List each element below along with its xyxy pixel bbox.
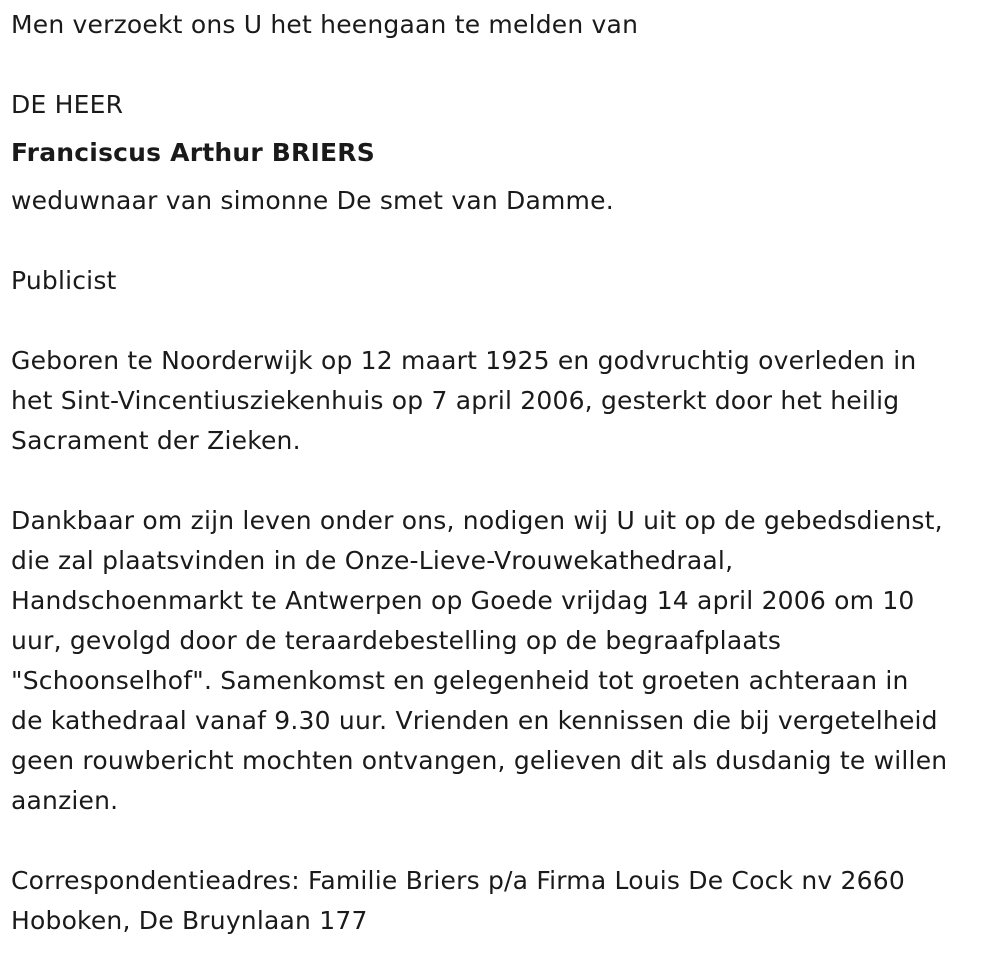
deceased-name: Franciscus Arthur BRIERS bbox=[11, 138, 375, 167]
honorific: DE HEER bbox=[11, 90, 124, 119]
profession: Publicist bbox=[11, 266, 117, 295]
paragraph-line: Dankbaar om zijn leven onder ons, nodigen wij U uit op de gebedsdienst, bbox=[11, 506, 943, 535]
address-line: Hoboken, De Bruynlaan 177 bbox=[11, 906, 368, 935]
paragraph-line: Sacrament der Zieken. bbox=[11, 426, 301, 455]
paragraph-line: uur, gevolgd door de teraardebestelling op de begraafplaats bbox=[11, 626, 782, 655]
paragraph-line: het Sint-Vincentiusziekenhuis op 7 april 2006, gesterkt door het heilig bbox=[11, 386, 900, 415]
address-line: Correspondentieadres: Familie Briers p/a Firma Louis De Cock nv 2660 bbox=[11, 866, 905, 895]
intro-text: Men verzoekt ons U het heengaan te melden van bbox=[11, 10, 639, 39]
relation-text: weduwnaar van simonne De smet van Damme. bbox=[11, 186, 614, 215]
paragraph-line: de kathedraal vanaf 9.30 uur. Vrienden en kennissen die bij vergetelheid bbox=[11, 706, 938, 735]
paragraph-line: "Schoonselhof". Samenkomst en gelegenheid tot groeten achteraan in bbox=[11, 666, 909, 695]
paragraph-line: die zal plaatsvinden in de Onze-Lieve-Vrouwekathedraal, bbox=[11, 546, 734, 575]
paragraph-line: aanzien. bbox=[11, 786, 119, 815]
paragraph-line: Handschoenmarkt te Antwerpen op Goede vrijdag 14 april 2006 om 10 bbox=[11, 586, 915, 615]
paragraph-line: Geboren te Noorderwijk op 12 maart 1925 en godvruchtig overleden in bbox=[11, 346, 917, 375]
paragraph-line: geen rouwbericht mochten ontvangen, gelieven dit als dusdanig te willen bbox=[11, 746, 948, 775]
